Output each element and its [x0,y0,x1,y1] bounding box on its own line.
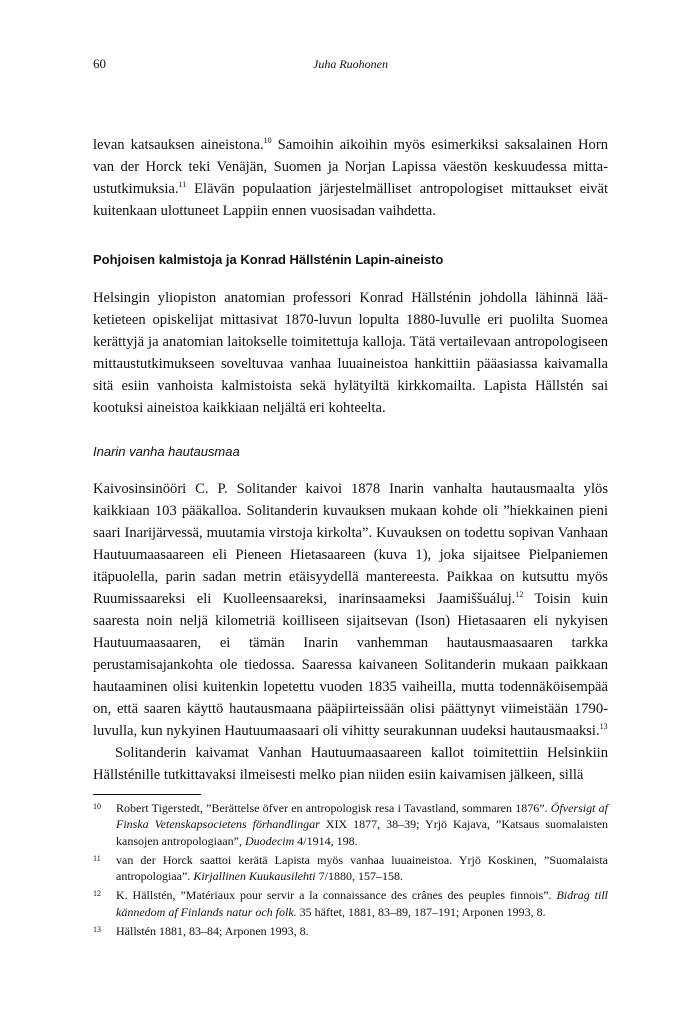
footnote-12 [93,887,608,920]
footnote-ref: 10 [263,136,272,145]
footnote-10 [93,800,608,849]
paragraph-hallsten [93,287,608,419]
paragraph-text: Helsingin yliopiston anatomian professori Konrad Hällsténin johdolla lähinnä lääketieteen opiskelijat mittasivat 1870-luvun lopulta 1880-luvulle eri puolilta Suomea kerättyjä ja anatomian laitokselle toimitettuja kalloja. Tätä vertailevaan antropologiseen mittaustutkimukseen soveltuvaa vanhaa luuaineistoa hankittiin pääasiassa kaivamalla sitä esiin vanhoista kalmistoista sekä hylätyiltä kirkkomailta. Lapista Hällstén sai kootuksi aineistoa kaikkiaan neljältä eri kohteelta. [93,290,608,416]
paragraph-text: Toisin kuin saaresta noin neljä kilometriä koilliseen sijaitsevan (Ison) Hietasaaren eli nykyisen Hautuumaasaaren, ei tämän Inarin vanhemman hautausmaasaaren tarkka perustamisajankohta ole tiedossa. Saaressa kaivaneen Solitanderin mukaan paikkaan hautaaminen olisi kuitenkin lopetettu vuoden 1835 vaiheilla, mutta todennäköisempää on, että saaren käyttö hautausmaana pääpiirteissään olisi päättynyt viimeistään 1790-luvulla, kun nykyinen Hautuumaasaari oli vihitty seurakunnan uudeksi hautausmaaksi. [93,591,608,739]
paragraph-text: Kaivosinsinööri C. P. Solitander kaivoi 1878 Inarin vanhalta hautausmaalta ylös kaikkiaan 103 pääkalloa. Solitanderin kuvauksen mukaan kohde oli ”hiekkainen pieni saari Inarijärvessä, muutamia virstoja kirkolta”. Kuvauksen on todettu sopivan Vanhaan Hautuumaasaareen eli Pieneen Hietasaareen (kuva 1), joka sijaitsee Pielpaniemen itäpuolella, parin sadan metrin etäisyydellä mantereesta. Paikkaa on kutsuttu myös Ruumissaareksi eli Kuolleensaareksi, inarinsaameksi Jaamiššuáluj. [93,481,608,607]
footnote-ref: 12 [515,590,524,599]
paragraph-inari [93,478,608,786]
paragraph-text: Samoihin aikoihin myös esimerkiksi saksalainen Horn van der Horck teki Venäjän, Suomen ja Norjan Lapissa väestön keskuudessa mittaustutkimuksia. [93,137,608,197]
footnote-text: Hällstén 1881, 83–84; Arponen 1993, 8. [116,924,309,939]
footnote-ref: 13 [599,722,608,731]
footnote-number: 10 [93,802,101,811]
footnote-11 [93,852,608,885]
footnote-ref: 11 [178,180,187,189]
paragraph-text: levan katsauksen aineistona. [93,137,264,153]
section-heading: Pohjoisen kalmistoja ja Konrad Hällsténin Lapin-aineisto [93,252,444,267]
footnotes [93,800,608,942]
footnote-number: 11 [93,853,101,863]
footnote-13 [93,923,608,939]
paragraph-text: Elävän populaation järjestelmälliset antropologiset mittaukset eivät kuitenkaan ulottuneet Lappiin ennen vuosisadan vaihdetta. [93,181,608,219]
footnote-number: 12 [93,889,101,899]
page-number: 60 [93,56,106,71]
sub-heading: Inarin vanha hautausmaa [93,444,240,459]
running-head-author: Juha Ruohonen [313,57,388,71]
footnote-text: K. Hällstén, ”Matériaux pour servir a la connaissance des crânes des peuples finnois”. Bidrag till kännedom af Finlands natur och folk. 35 häftet, 1881, 83–89, 187–191; Arponen 1993, 8. [116,888,608,919]
paragraph-text: Solitanderin kaivamat Vanhan Hautuumaasaareen kallot toimitettiin Helsinkiin Hällsténille tutkittavaksi ilmeisesti melko pian niiden esiin kaivamisen jälkeen, sillä [93,745,608,783]
running-head [93,56,608,72]
footnote-number: 13 [93,925,101,935]
paragraph-intro [93,134,608,222]
footnote-rule [93,794,201,795]
footnote-text: van der Horck saattoi kerätä Lapista myös vanhaa luuaineistoa. Yrjö Koskinen, ”Suomalaista antropologiaa”. Kirjallinen Kuukausilehti 7/1880, 157–158. [116,852,608,884]
footnote-text: Robert Tigerstedt, ”Berättelse öfver en antropologisk resa i Tavastland, sommaren 1876”. Öfversigt af Finska Vetenskapsocietens förhandlingar XIX 1877, 38–39; Yrjö Kajava, ”Katsaus suomalaisten kansojen antropologiaan”, Duodecim 4/1914, 198. [116,801,608,848]
page [93,0,608,1014]
